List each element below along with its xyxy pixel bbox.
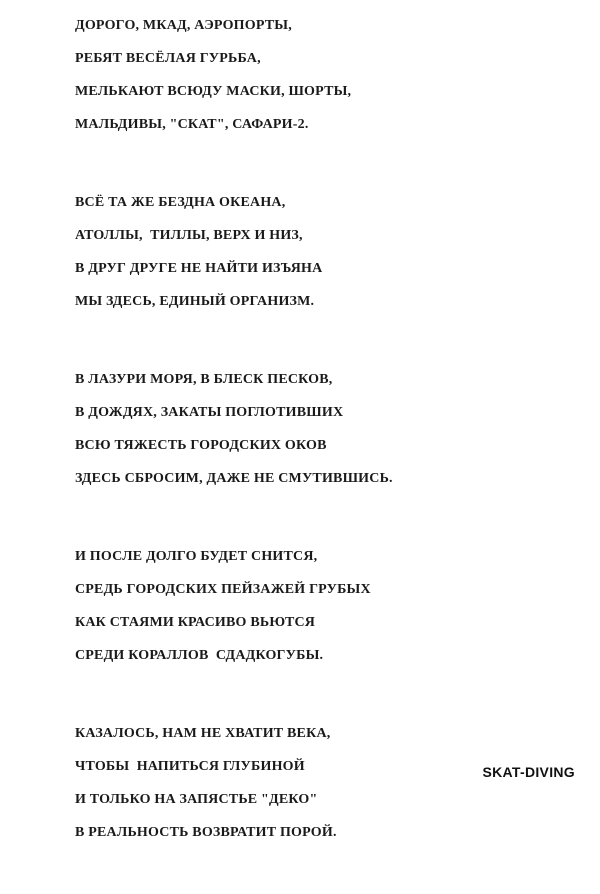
poem-line: В ДРУГ ДРУГЕ НЕ НАЙТИ ИЗЪЯНА xyxy=(75,261,323,276)
poem-line: В ДОЖДЯХ, ЗАКАТЫ ПОГЛОТИВШИХ xyxy=(75,405,344,420)
poem-line: МЫ ЗДЕСЬ, ЕДИНЫЙ ОРГАНИЗМ. xyxy=(75,294,315,309)
poem xyxy=(75,9,575,894)
poem-line: АТОЛЛЫ, ТИЛЛЫ, ВЕРХ И НИЗ, xyxy=(75,228,303,243)
stanza-1 xyxy=(75,9,575,141)
stanza-2 xyxy=(75,186,575,318)
poem-line: И ПОСЛЕ ДОЛГО БУДЕТ СНИТСЯ, xyxy=(75,549,318,564)
poem-line: И ТОЛЬКО НА ЗАПЯСТЬЕ "ДЕКО" xyxy=(75,792,318,807)
poem-line: СРЕДЬ ГОРОДСКИХ ПЕЙЗАЖЕЙ ГРУБЫХ xyxy=(75,582,371,597)
poem-line: В ЛАЗУРИ МОРЯ, В БЛЕСК ПЕСКОВ, xyxy=(75,372,333,387)
stanza-3 xyxy=(75,363,575,495)
poem-line: СРЕДИ КОРАЛЛОВ СДАДКОГУБЫ. xyxy=(75,648,324,663)
poem-line: МАЛЬДИВЫ, "СКАТ", САФАРИ-2. xyxy=(75,117,309,132)
poem-line: ДОРОГО, МКАД, АЭРОПОРТЫ, xyxy=(75,18,292,33)
poem-line: ЗДЕСЬ СБРОСИМ, ДАЖЕ НЕ СМУТИВШИСЬ. xyxy=(75,471,393,486)
watermark-text: SKAT-DIVING xyxy=(482,764,575,780)
poem-line: КАЗАЛОСЬ, НАМ НЕ ХВАТИТ ВЕКА, xyxy=(75,726,331,741)
poem-line: ВСЮ ТЯЖЕСТЬ ГОРОДСКИХ ОКОВ xyxy=(75,438,327,453)
poem-line: ЧТОБЫ НАПИТЬСЯ ГЛУБИНОЙ xyxy=(75,759,305,774)
poem-line: ВСЁ ТА ЖЕ БЕЗДНА ОКЕАНА, xyxy=(75,195,286,210)
poem-line: КАК СТАЯМИ КРАСИВО ВЬЮТСЯ xyxy=(75,615,316,630)
stanza-5 xyxy=(75,717,575,849)
stanza-4 xyxy=(75,540,575,672)
poem-line: РЕБЯТ ВЕСЁЛАЯ ГУРЬБА, xyxy=(75,51,261,66)
poem-line: МЕЛЬКАЮТ ВСЮДУ МАСКИ, ШОРТЫ, xyxy=(75,84,352,99)
poem-line: В РЕАЛЬНОСТЬ ВОЗВРАТИТ ПОРОЙ. xyxy=(75,825,337,840)
